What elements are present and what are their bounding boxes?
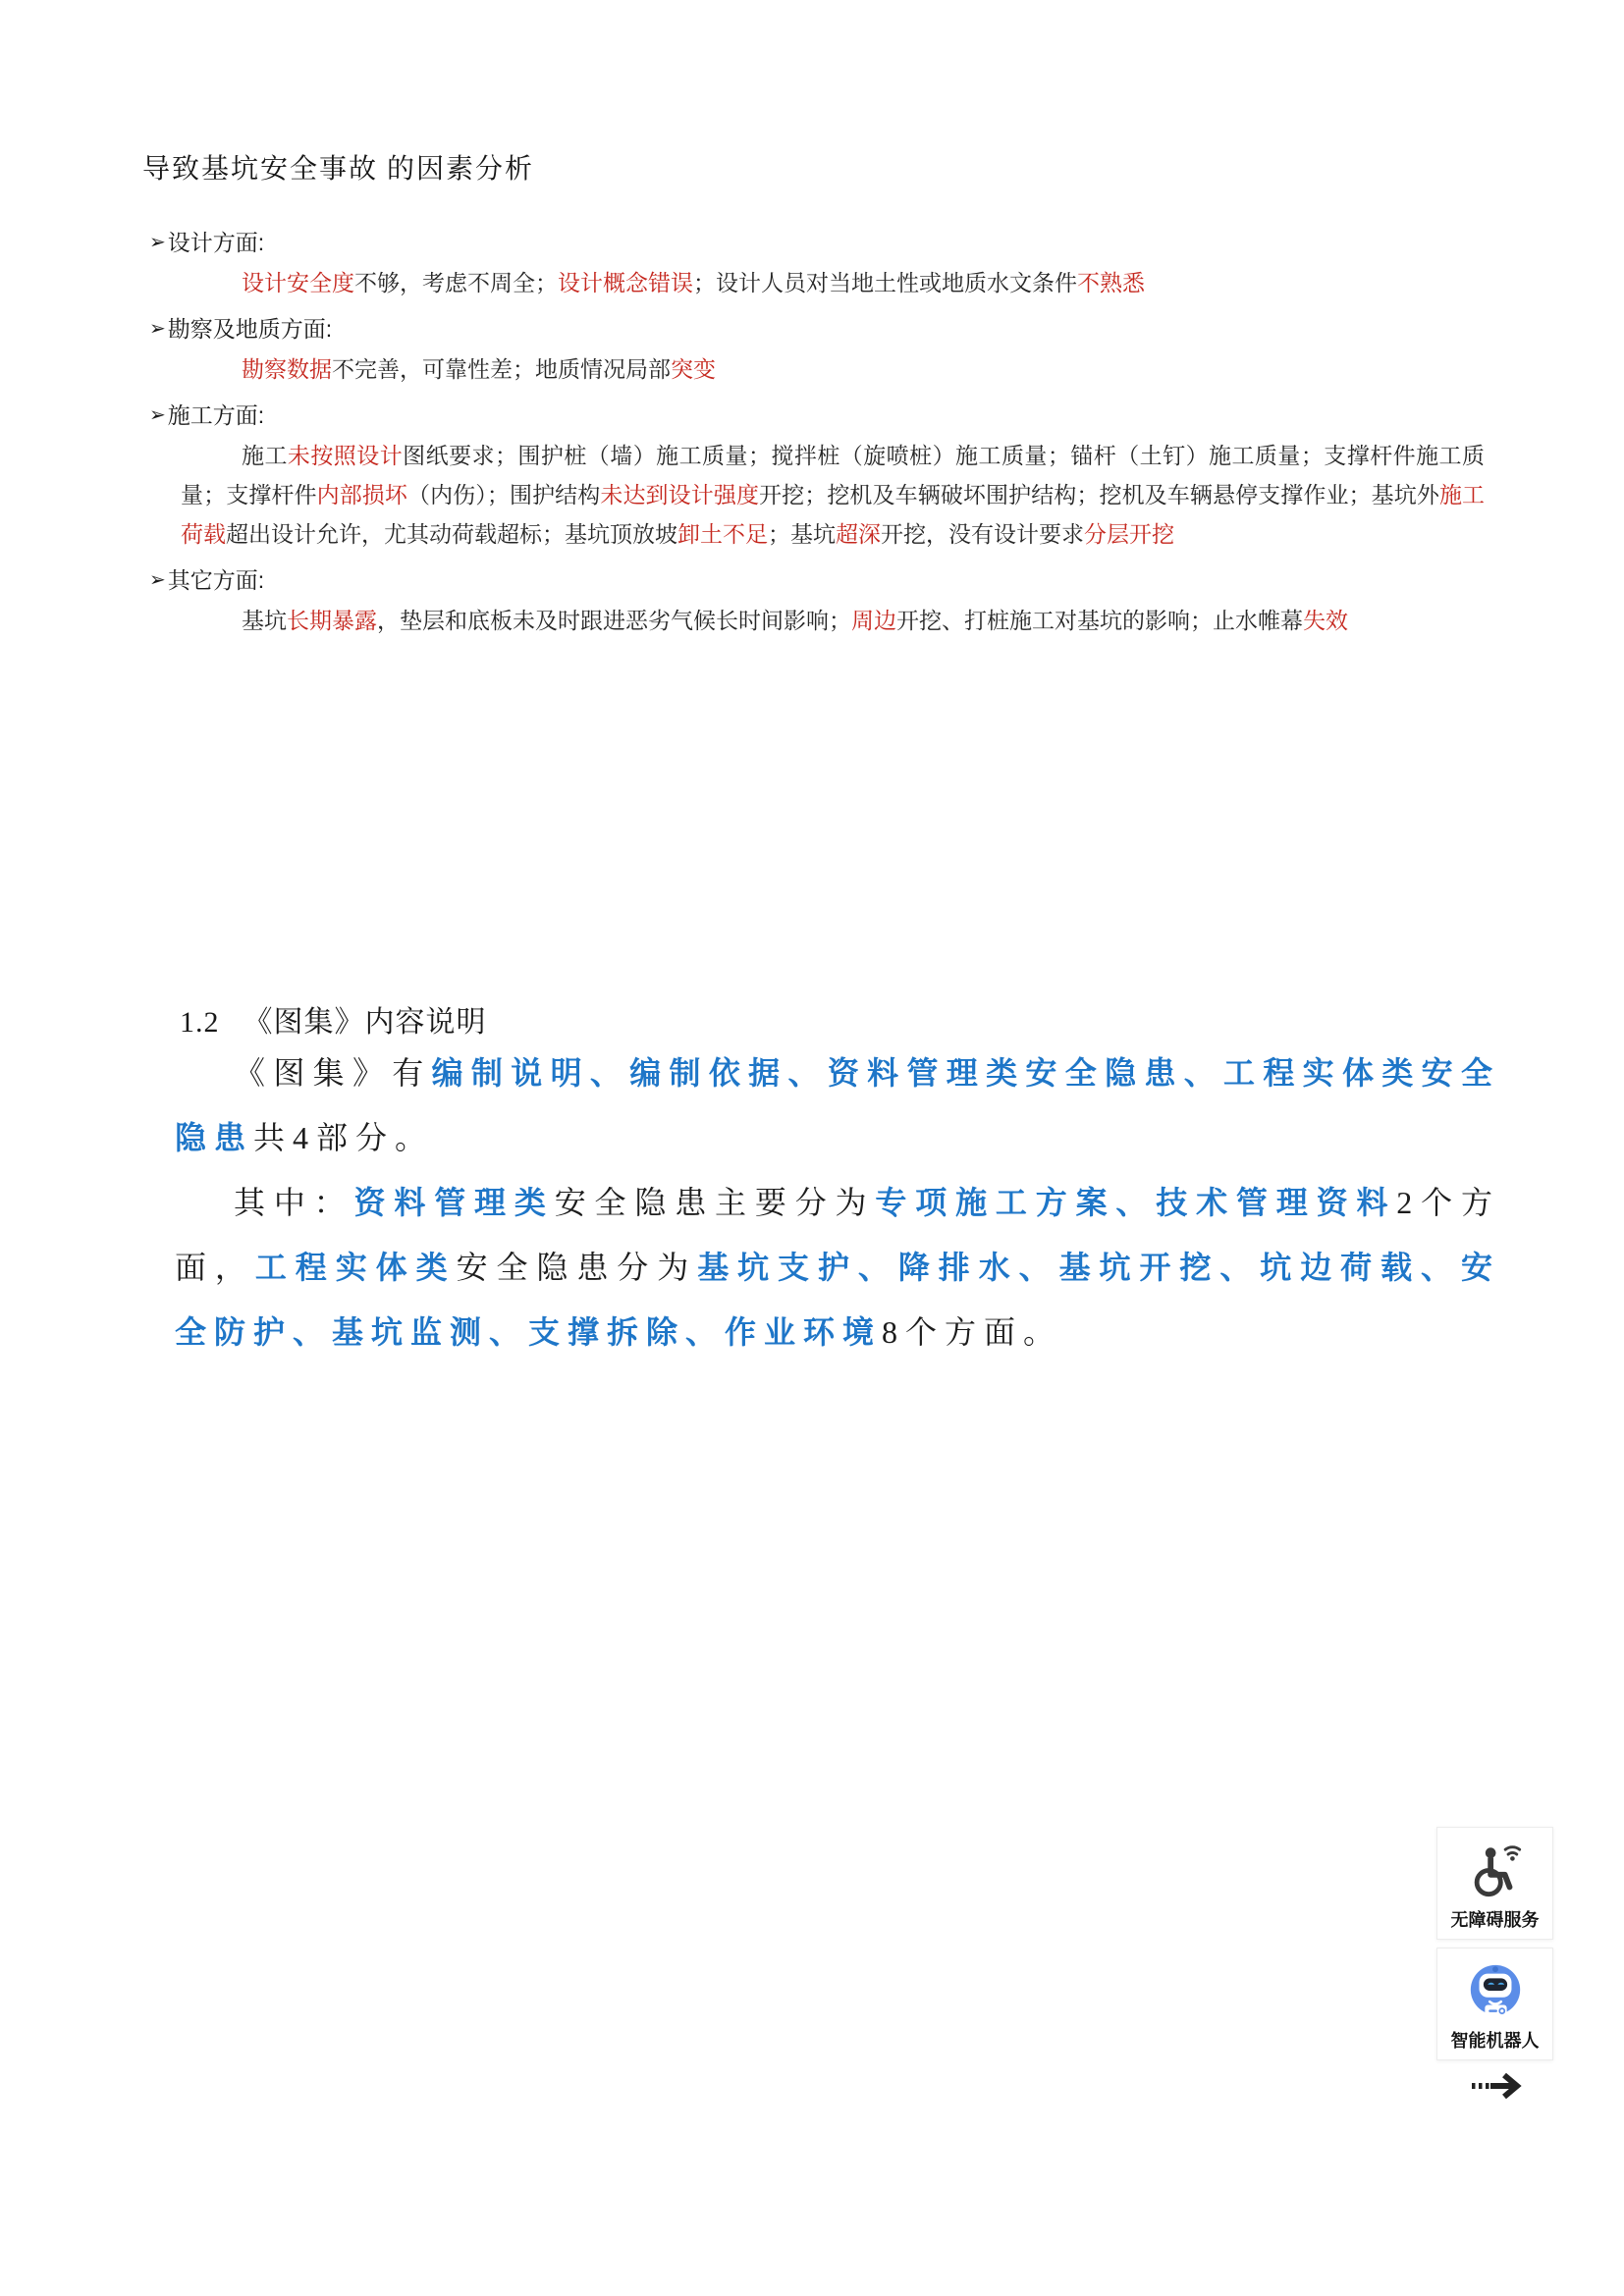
arrow-bullet-icon: ➢ [149,569,166,591]
text-run-red: 未按照设计 [287,443,404,468]
section-number: 1.2 [180,1006,220,1039]
text-run-black: 共4部分。 [253,1120,435,1155]
text-run-black: 安全隐患主要分为 [554,1185,876,1220]
analysis-section [149,560,1487,640]
text-run-blue: 编制说明、编制依据、资料管理类安全隐患、工程实体类安全隐患 [175,1055,1500,1155]
factor-analysis-sections [149,222,1487,646]
analysis-section-heading: ➢ 其它方面: [149,567,265,593]
analysis-section-body [181,601,1485,640]
text-run-black: 不完善，可靠性差；地质情况局部 [332,356,671,382]
robot-icon [1437,1949,1552,2032]
text-run-red: 施工荷载 [181,482,1486,547]
analysis-section-body [181,263,1485,302]
dashed-right-arrow-icon [1469,2071,1524,2101]
text-run-black: 其中： [234,1185,354,1220]
text-run-black: 开挖，没有设计要求 [881,521,1084,547]
text-run-black: 《图集》有 [234,1055,432,1091]
text-run-red: 未达到设计强度 [600,482,760,507]
text-run-black: 施工 [242,443,288,468]
text-run-red: 分层开挖 [1084,521,1174,547]
text-run-black: 8个方面。 [882,1314,1063,1350]
text-run-black: 开挖、打桩施工对基坑的影响；止水帷幕 [896,608,1303,633]
album-paragraphs [175,1041,1500,1364]
analysis-section-heading: ➢ 施工方面: [149,402,265,428]
text-run-black: ，垫层和底板未及时跟进恶劣气候长时间影响； [377,608,851,633]
text-run-blue: 专项施工方案、技术管理资料 [875,1185,1397,1220]
album-paragraph [175,1170,1500,1364]
text-run-red: 设计安全度 [242,270,354,295]
smart-robot-button[interactable] [1436,1948,1553,2060]
collapse-widgets-arrow-button[interactable] [1467,2069,1526,2103]
analysis-section [149,222,1487,302]
accessibility-service-label: 无障碍服务 [1450,1910,1540,1930]
album-paragraph [175,1041,1500,1170]
text-run-red: 失效 [1303,608,1348,633]
text-run-red: 长期暴露 [287,608,377,633]
text-run-black: ；基坑 [768,521,836,547]
text-run-black: ；设计人员对当地土性或地质水文条件 [693,270,1077,295]
text-run-red: 设计概念错误 [558,270,693,295]
text-run-black: 超出设计允许，尤其动荷载超标；基坑顶放坡 [226,521,677,547]
analysis-section-heading: ➢ 设计方面: [149,230,265,255]
page-title: 导致基坑安全事故 的因素分析 [142,154,535,185]
text-run-red: 超深 [836,521,881,547]
section-title: 《图集》内容说明 [243,1006,487,1039]
smart-robot-label: 智能机器人 [1450,2031,1540,2051]
text-run-blue: 基坑支护、降排水、基坑开挖、坑边荷载、安全防护、基坑监测、支撑拆除、作业环境 [175,1250,1500,1350]
text-run-black: 开挖；挖机及车辆破坏围护结构；挖机及车辆悬停支撑作业；基坑外 [759,482,1439,507]
arrow-bullet-icon: ➢ [149,232,166,253]
text-run-black: 2个方面， [175,1185,1500,1285]
text-run-red: 勘察数据 [242,356,332,382]
text-run-black: 不够，考虑不周全； [354,270,558,295]
text-run-blue: 工程实体类 [254,1250,457,1285]
arrow-bullet-icon: ➢ [149,404,166,426]
analysis-section-body [181,436,1485,554]
analysis-section-heading: ➢ 勘察及地质方面: [149,316,333,342]
accessibility-service-button[interactable] [1436,1827,1553,1940]
text-run-red: 周边 [851,608,896,633]
text-run-red: 内部损坏 [316,482,407,507]
text-run-blue: 资料管理类 [353,1185,555,1220]
text-run-black: 安全隐患分为 [456,1250,698,1285]
text-run-black: 基坑 [242,608,287,633]
analysis-section [149,308,1487,389]
text-run-red: 突变 [671,356,716,382]
wheelchair-wifi-icon [1437,1828,1552,1911]
analysis-section-body [181,349,1485,389]
text-run-red: 不熟悉 [1077,270,1145,295]
arrow-bullet-icon: ➢ [149,318,166,340]
text-run-black: （内伤）；围护结构 [406,482,601,507]
analysis-section [149,395,1487,554]
text-run-red: 卸土不足 [677,521,768,547]
text-run-black: 图纸要求；围护桩（墙）施工质量；搅拌桩（旋喷桩）施工质量；锚杆（土钉）施工质量；支撑杆件施工质量；支撑杆件 [181,443,1486,507]
section-1-2-heading [180,997,487,1041]
